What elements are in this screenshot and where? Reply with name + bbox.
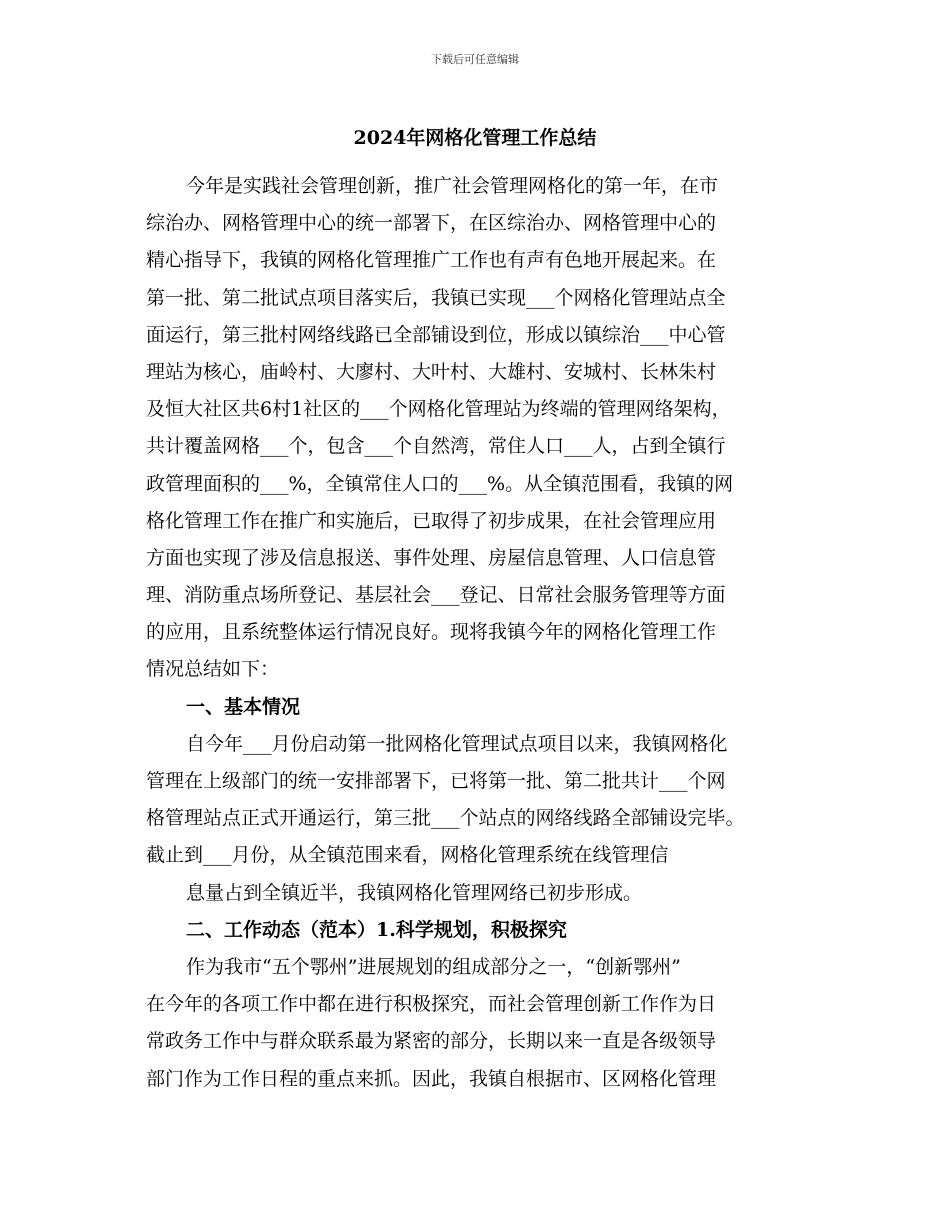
paragraph-line: 政管理面积的___%，全镇常住人口的___%。从全镇范围看，我镇的网	[146, 472, 734, 495]
paragraph-line: 情况总结如下：	[146, 658, 280, 681]
paragraph-line: 第一批、第二批试点项目落实后，我镇已实现___个网格化管理站点全	[146, 286, 726, 309]
section-heading-basic-situation: 一、基本情况	[186, 695, 301, 718]
paragraph-line: 管理在上级部门的统一安排部署下，已将第一批、第二批共计___个网	[146, 770, 726, 792]
paragraph-line: 作为我市“五个鄂州”进展规划的组成部分之一，“创新鄂州”	[186, 955, 681, 978]
paragraph-line: 在今年的各项工作中都在进行积极探究，而社会管理创新工作作为日	[146, 993, 717, 1016]
paragraph-line: 自今年___月份启动第一批网格化管理试点项目以来，我镇网格化	[186, 732, 728, 755]
paragraph-line: 方面也实现了涉及信息报送、事件处理、房屋信息管理、人口信息管	[146, 546, 717, 569]
document-body	[146, 168, 814, 1098]
paragraph-line: 理站为核心，庙岭村、大廖村、大叶村、大雄村、安城村、长林朱村	[146, 360, 717, 383]
paragraph-line: 理、消防重点场所登记、基层社会___登记、日常社会服务管理等方面	[146, 584, 726, 607]
paragraph-line: 格管理站点正式开通运行，第三批___个站点的网络线路全部铺设完毕。	[146, 807, 745, 830]
paragraph-line: 截止到___月份，从全镇范围来看，网格化管理系统在线管理信	[146, 844, 669, 867]
paragraph-line: 的应用，且系统整体运行情况良好。现将我镇今年的网格化管理工作	[146, 621, 717, 644]
paragraph-line: 精心指导下，我镇的网格化管理推广工作也有声有色地开展起来。在	[146, 249, 717, 272]
paragraph-line: 息量占到全镇近半，我镇网格化管理网络已初步形成。	[186, 881, 643, 904]
paragraph-line: 及恒大社区共6村1社区的___个网格化管理站为终端的管理网络架构，	[146, 398, 731, 421]
paragraph-line: 面运行，第三批村网络线路已全部铺设到位，形成以镇综治___中心管	[146, 323, 726, 346]
paragraph-line: 今年是实践社会管理创新，推广社会管理网格化的第一年，在市	[186, 175, 719, 197]
section-heading-work-dynamics: 二、工作动态（范本）1.科学规划，积极探究	[186, 918, 567, 941]
page-header-note: 下载后可任意编辑	[431, 53, 519, 66]
paragraph-line: 综治办、网格管理中心的统一部署下，在区综治办、网格管理中心的	[146, 212, 717, 235]
document-title: 2024年网格化管理工作总结	[353, 127, 597, 149]
paragraph-line: 部门作为工作日程的重点来抓。因此，我镇自根据市、区网格化管理	[146, 1067, 717, 1090]
paragraph-line: 共计覆盖网格___个，包含___个自然湾，常住人口___人，占到全镇行	[146, 435, 726, 458]
paragraph-line: 常政务工作中与群众联系最为紧密的部分，长期以来一直是各级领导	[146, 1030, 717, 1053]
paragraph-line: 格化管理工作在推广和实施后，已取得了初步成果，在社会管理应用	[146, 509, 717, 532]
